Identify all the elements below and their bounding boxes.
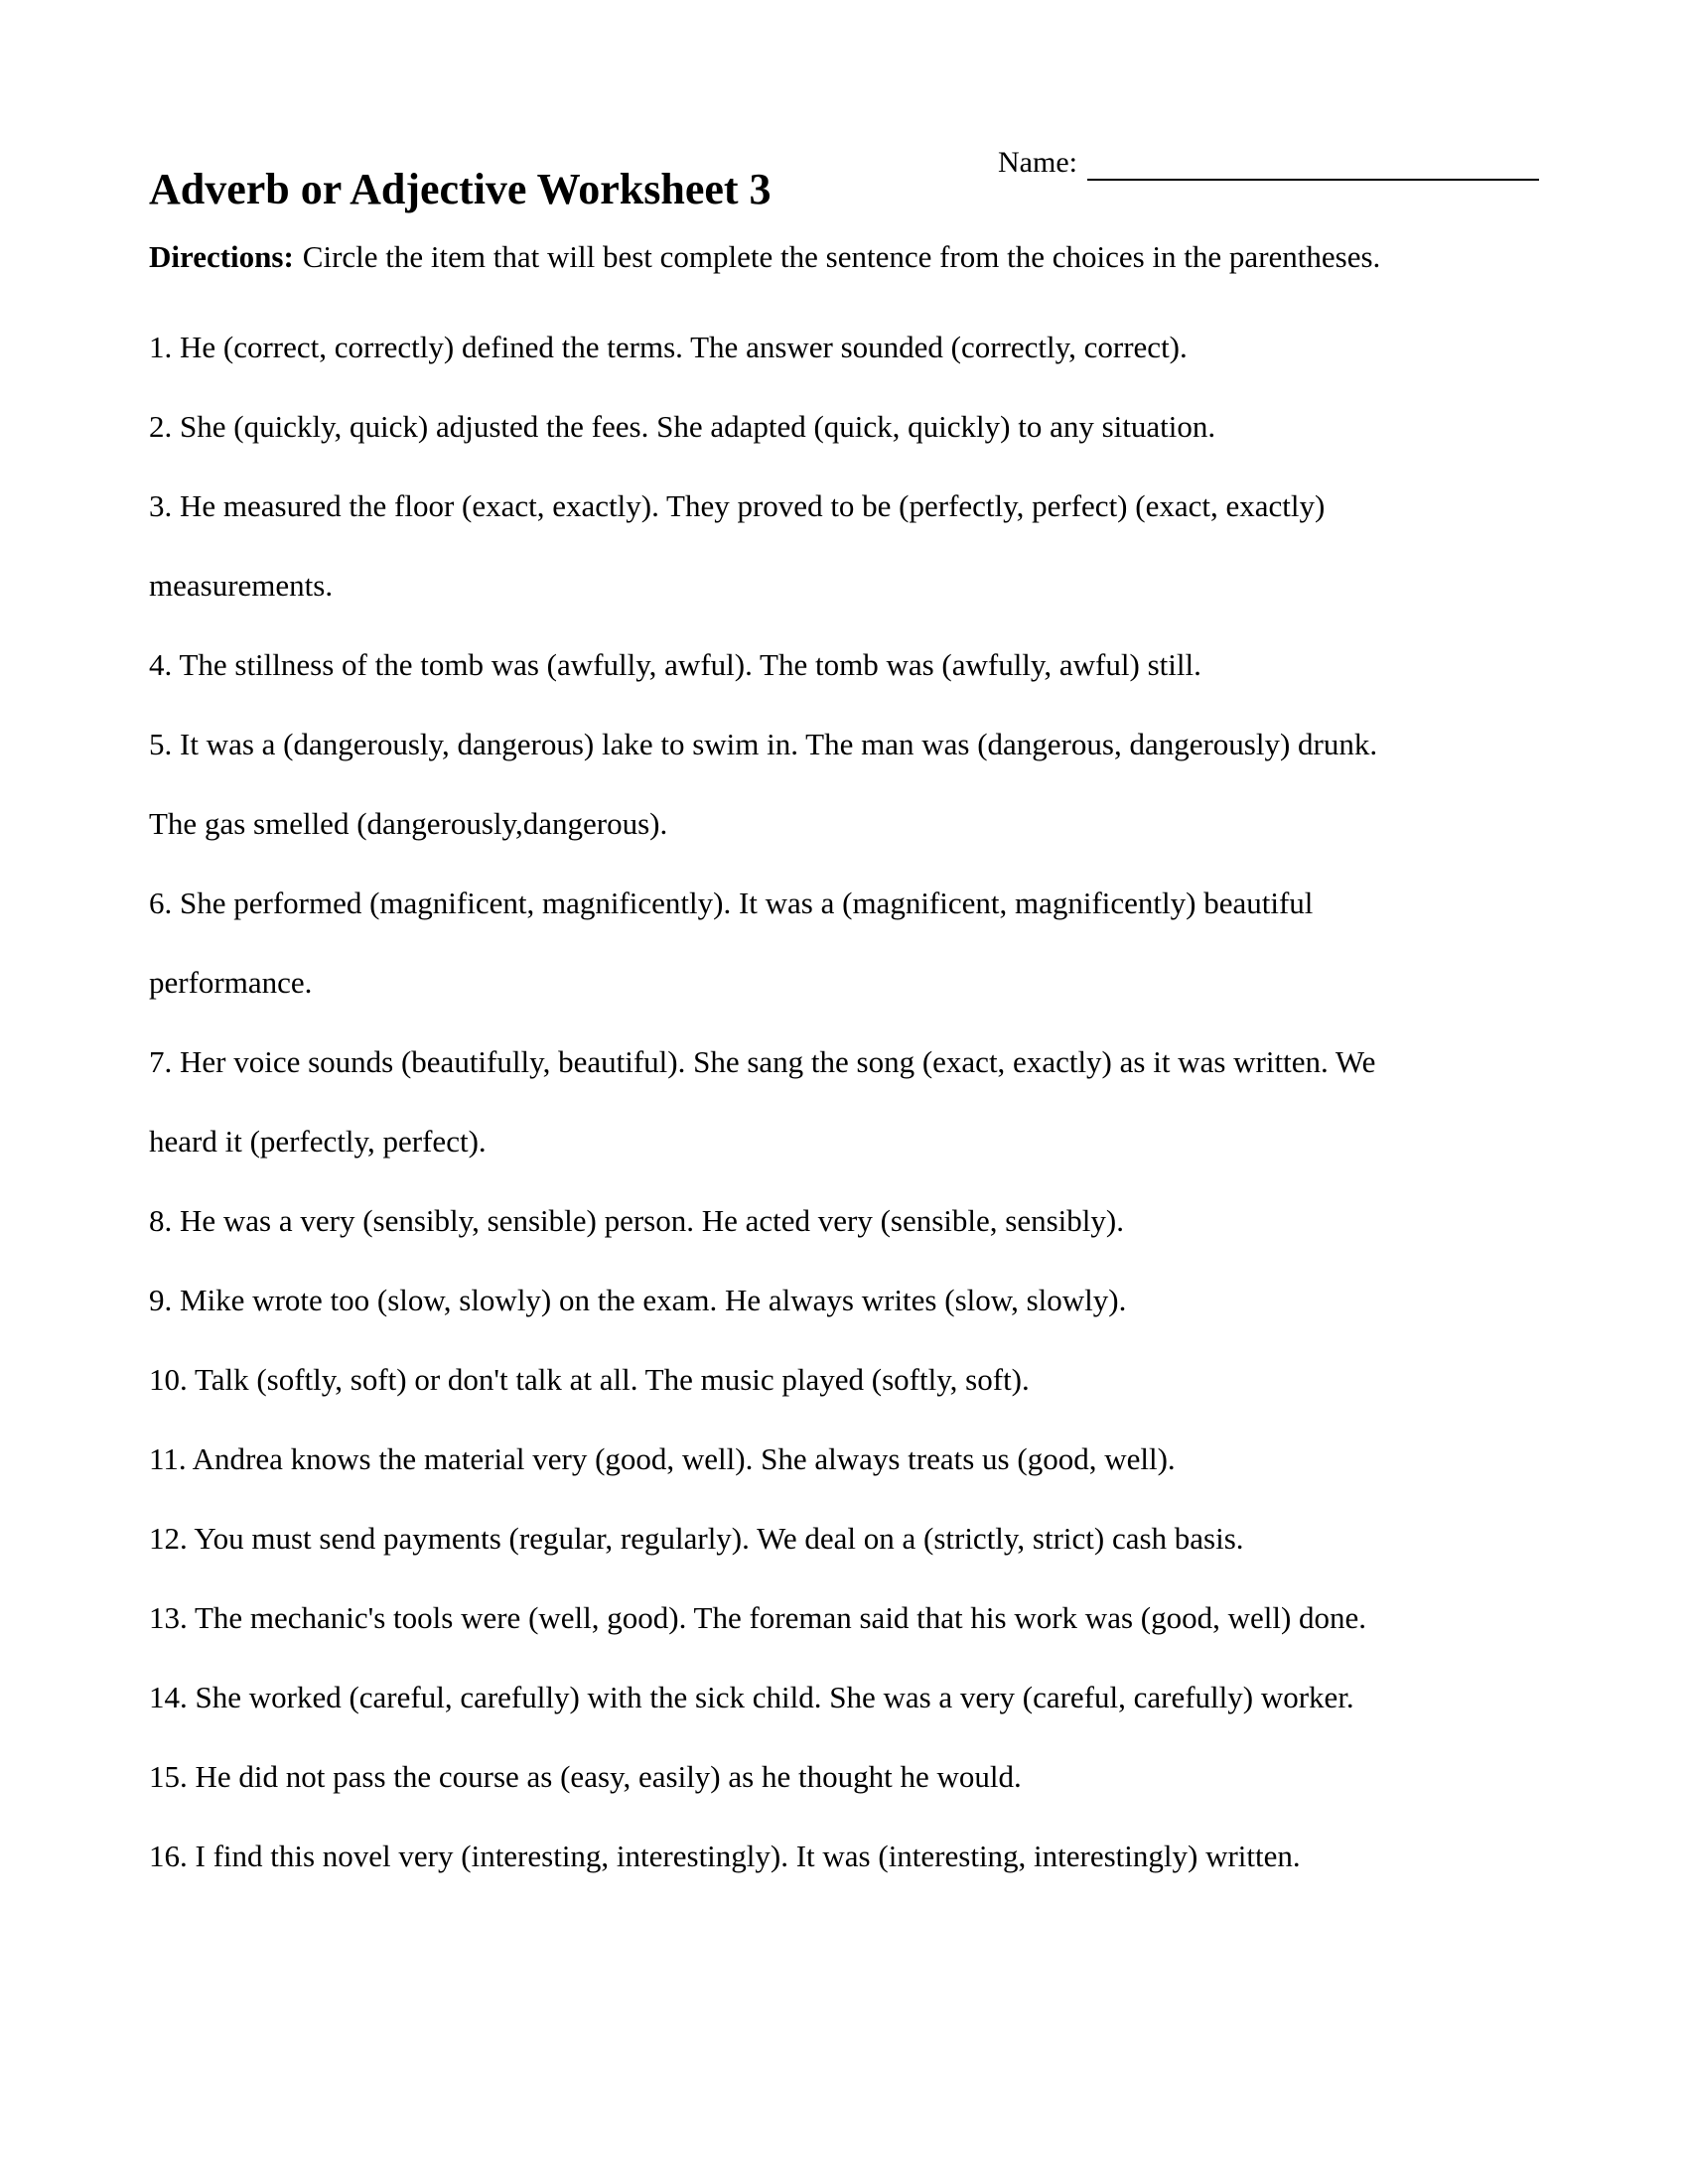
worksheet-line: 10. Talk (softly, soft) or don't talk at all. The music played (softly, soft). [149,1362,1030,1397]
directions [149,238,1380,276]
worksheet-line: 13. The mechanic's tools were (well, good). The foreman said that his work was (good, well) done. [149,1600,1367,1635]
worksheet-items [149,308,1579,1896]
worksheet-item-3 [149,467,1579,625]
worksheet-item-9 [149,1261,1579,1340]
worksheet-line: measurements. [149,568,334,603]
worksheet-line: 3. He measured the floor (exact, exactly). They proved to be (perfectly, perfect) (exact, exactly) [149,488,1326,523]
worksheet-line: 7. Her voice sounds (beautifully, beautiful). She sang the song (exact, exactly) as it was written. We [149,1044,1376,1079]
worksheet-item-16 [149,1817,1579,1896]
worksheet-line: 14. She worked (careful, carefully) with the sick child. She was a very (careful, carefully) worker. [149,1680,1354,1714]
worksheet-line: 6. She performed (magnificent, magnificently). It was a (magnificent, magnificently) beautiful [149,886,1314,920]
worksheet-item-8 [149,1181,1579,1261]
directions-text: Circle the item that will best complete the sentence from the choices in the parentheses. [302,239,1381,274]
worksheet-line: 8. He was a very (sensibly, sensible) person. He acted very (sensible, sensibly). [149,1203,1124,1238]
page-title: Adverb or Adjective Worksheet 3 [149,165,772,213]
worksheet-line: 5. It was a (dangerously, dangerous) lake to swim in. The man was (dangerous, dangerously) drunk. [149,727,1378,761]
worksheet-line: 11. Andrea knows the material very (good, well). She always treats us (good, well). [149,1441,1176,1476]
worksheet-line: 4. The stillness of the tomb was (awfully, awful). The tomb was (awfully, awful) still. [149,647,1201,682]
name-label: Name: [998,146,1077,179]
worksheet-item-6 [149,864,1579,1023]
worksheet-item-7 [149,1023,1579,1181]
worksheet-line: 2. She (quickly, quick) adjusted the fees. She adapted (quick, quickly) to any situation. [149,409,1216,444]
worksheet-line: performance. [149,965,313,1000]
worksheet-line: heard it (perfectly, perfect). [149,1124,487,1159]
worksheet-item-1 [149,308,1579,387]
worksheet-line: 9. Mike wrote too (slow, slowly) on the exam. He always writes (slow, slowly). [149,1283,1127,1317]
worksheet-item-11 [149,1420,1579,1499]
worksheet-item-12 [149,1499,1579,1578]
worksheet-item-10 [149,1340,1579,1420]
worksheet-line: 15. He did not pass the course as (easy, easily) as he thought he would. [149,1759,1022,1794]
worksheet-item-14 [149,1658,1579,1737]
directions-label: Directions: [149,239,294,274]
worksheet-item-15 [149,1737,1579,1817]
worksheet-line: 12. You must send payments (regular, regularly). We deal on a (strictly, strict) cash basis. [149,1521,1244,1556]
worksheet-line: 16. I find this novel very (interesting, interestingly). It was (interesting, interestingly) written. [149,1839,1301,1873]
worksheet-line: The gas smelled (dangerously,dangerous). [149,806,668,841]
worksheet-item-2 [149,387,1579,467]
worksheet-item-4 [149,625,1579,705]
name-field-row [998,145,1539,181]
worksheet-line: 1. He (correct, correctly) defined the terms. The answer sounded (correctly, correct). [149,330,1188,364]
worksheet-item-13 [149,1578,1579,1658]
worksheet-item-5 [149,705,1579,864]
name-blank-line[interactable] [1087,145,1539,181]
